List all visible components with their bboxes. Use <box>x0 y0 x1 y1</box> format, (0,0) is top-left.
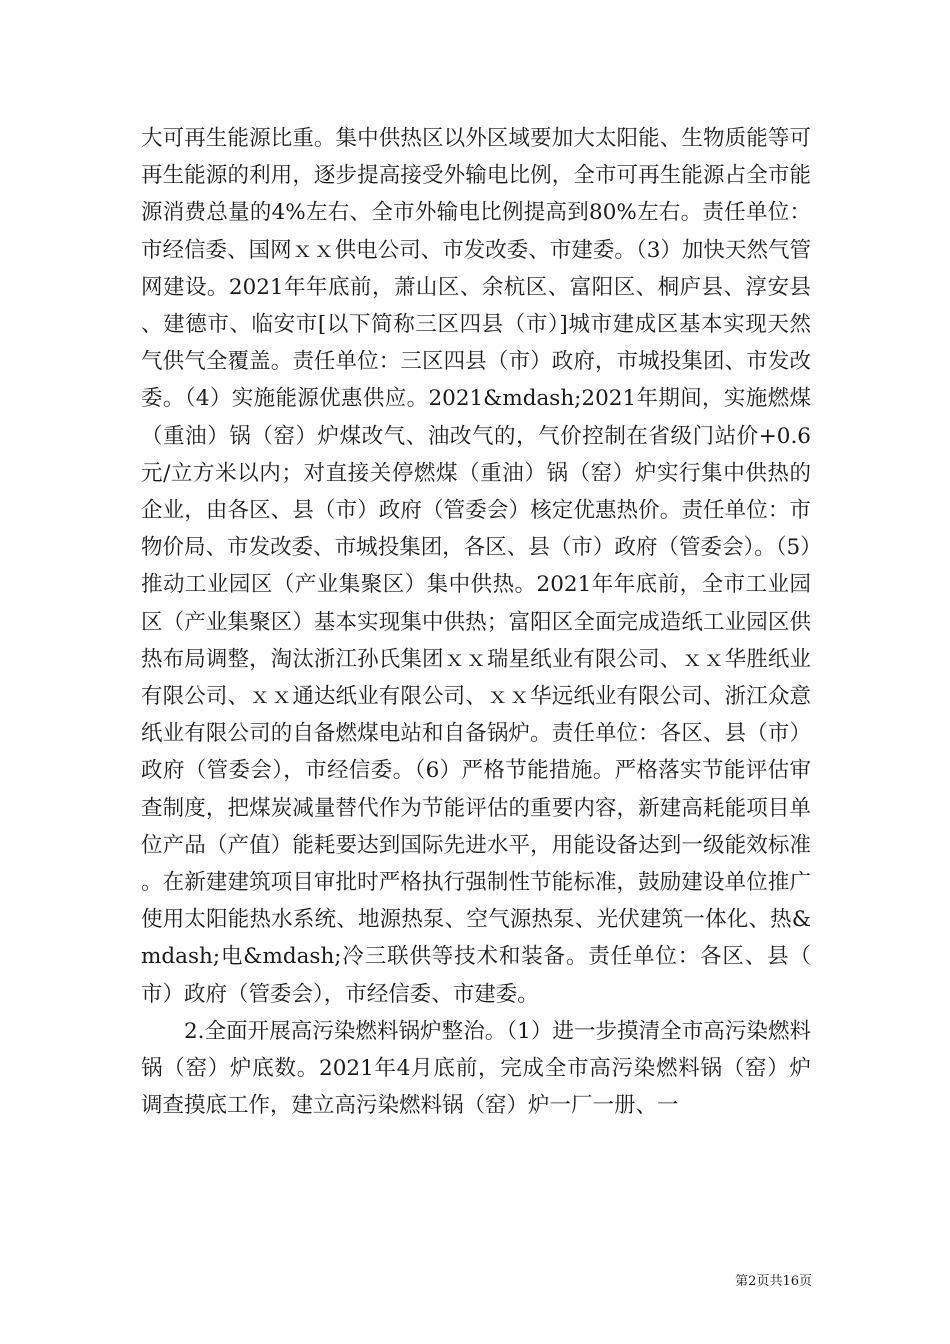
body-paragraph-2: 2.全面开展高污染燃料锅炉整治。（1）进一步摸清全市高污染燃料锅（窑）炉底数。2021年4月底前，完成全市高污染燃料锅（窑）炉调查摸底工作，建立高污染燃料锅（窑）炉一厂一册、一 <box>141 1018 811 1119</box>
page-number-footer: 第2页共16页 <box>735 1274 812 1289</box>
body-paragraph-1: 大可再生能源比重。集中供热区以外区域要加大太阳能、生物质能等可再生能源的利用，逐步提高接受外输电比例，全市可再生能源占全市能源消费总量的4%左右、全市外输电比例提高到80%左右。责任单位：市经信委、国网ｘｘ供电公司、市发改委、市建委。（3）加快天然气管网建设。2021年年底前，萧山区、余杭区、富阳区、桐庐县、淳安县、建德市、临安市[以下简称三区四县（市）]城市建成区基本实现天然气供气全覆盖。责任单位：三区四县（市）政府，市城投集团、市发改委。（4）实施能源优惠供应。2021&mdash;2021年期间，实施燃煤（重油）锅（窑）炉煤改气、油改气的，气价控制在省级门站价+0.6元/立方米以内；对直接关停燃煤（重油）锅（窑）炉实行集中供热的企业，由各区、县（市）政府（管委会）核定优惠热价。责任单位：市物价局、市发改委、市城投集团，各区、县（市）政府（管委会）。（5）推动工业园区（产业集聚区）集中供热。2021年年底前，全市工业园区（产业集聚区）基本实现集中供热；富阳区全面完成造纸工业园区供热布局调整，淘汰浙江孙氏集团ｘｘ瑞星纸业有限公司、ｘｘ华胜纸业有限公司、ｘｘ通达纸业有限公司、ｘｘ华远纸业有限公司、浙江众意纸业有限公司的自备燃煤电站和自备锅炉。责任单位：各区、县（市）政府（管委会），市经信委。（6）严格节能措施。严格落实节能评估审查制度，把煤炭减量替代作为节能评估的重要内容，新建高耗能项目单位产品（产值）能耗要达到国际先进水平，用能设备达到一级能效标准。在新建建筑项目审批时严格执行强制性节能标准，鼓励建设单位推广使用太阳能热水系统、地源热泵、空气源热泵、光伏建筑一体化、热&mdash;电&mdash;冷三联供等技术和装备。责任单位：各区、县（市）政府（管委会），市经信委、市建委。 <box>141 126 811 1007</box>
document-body <box>141 120 811 1124</box>
